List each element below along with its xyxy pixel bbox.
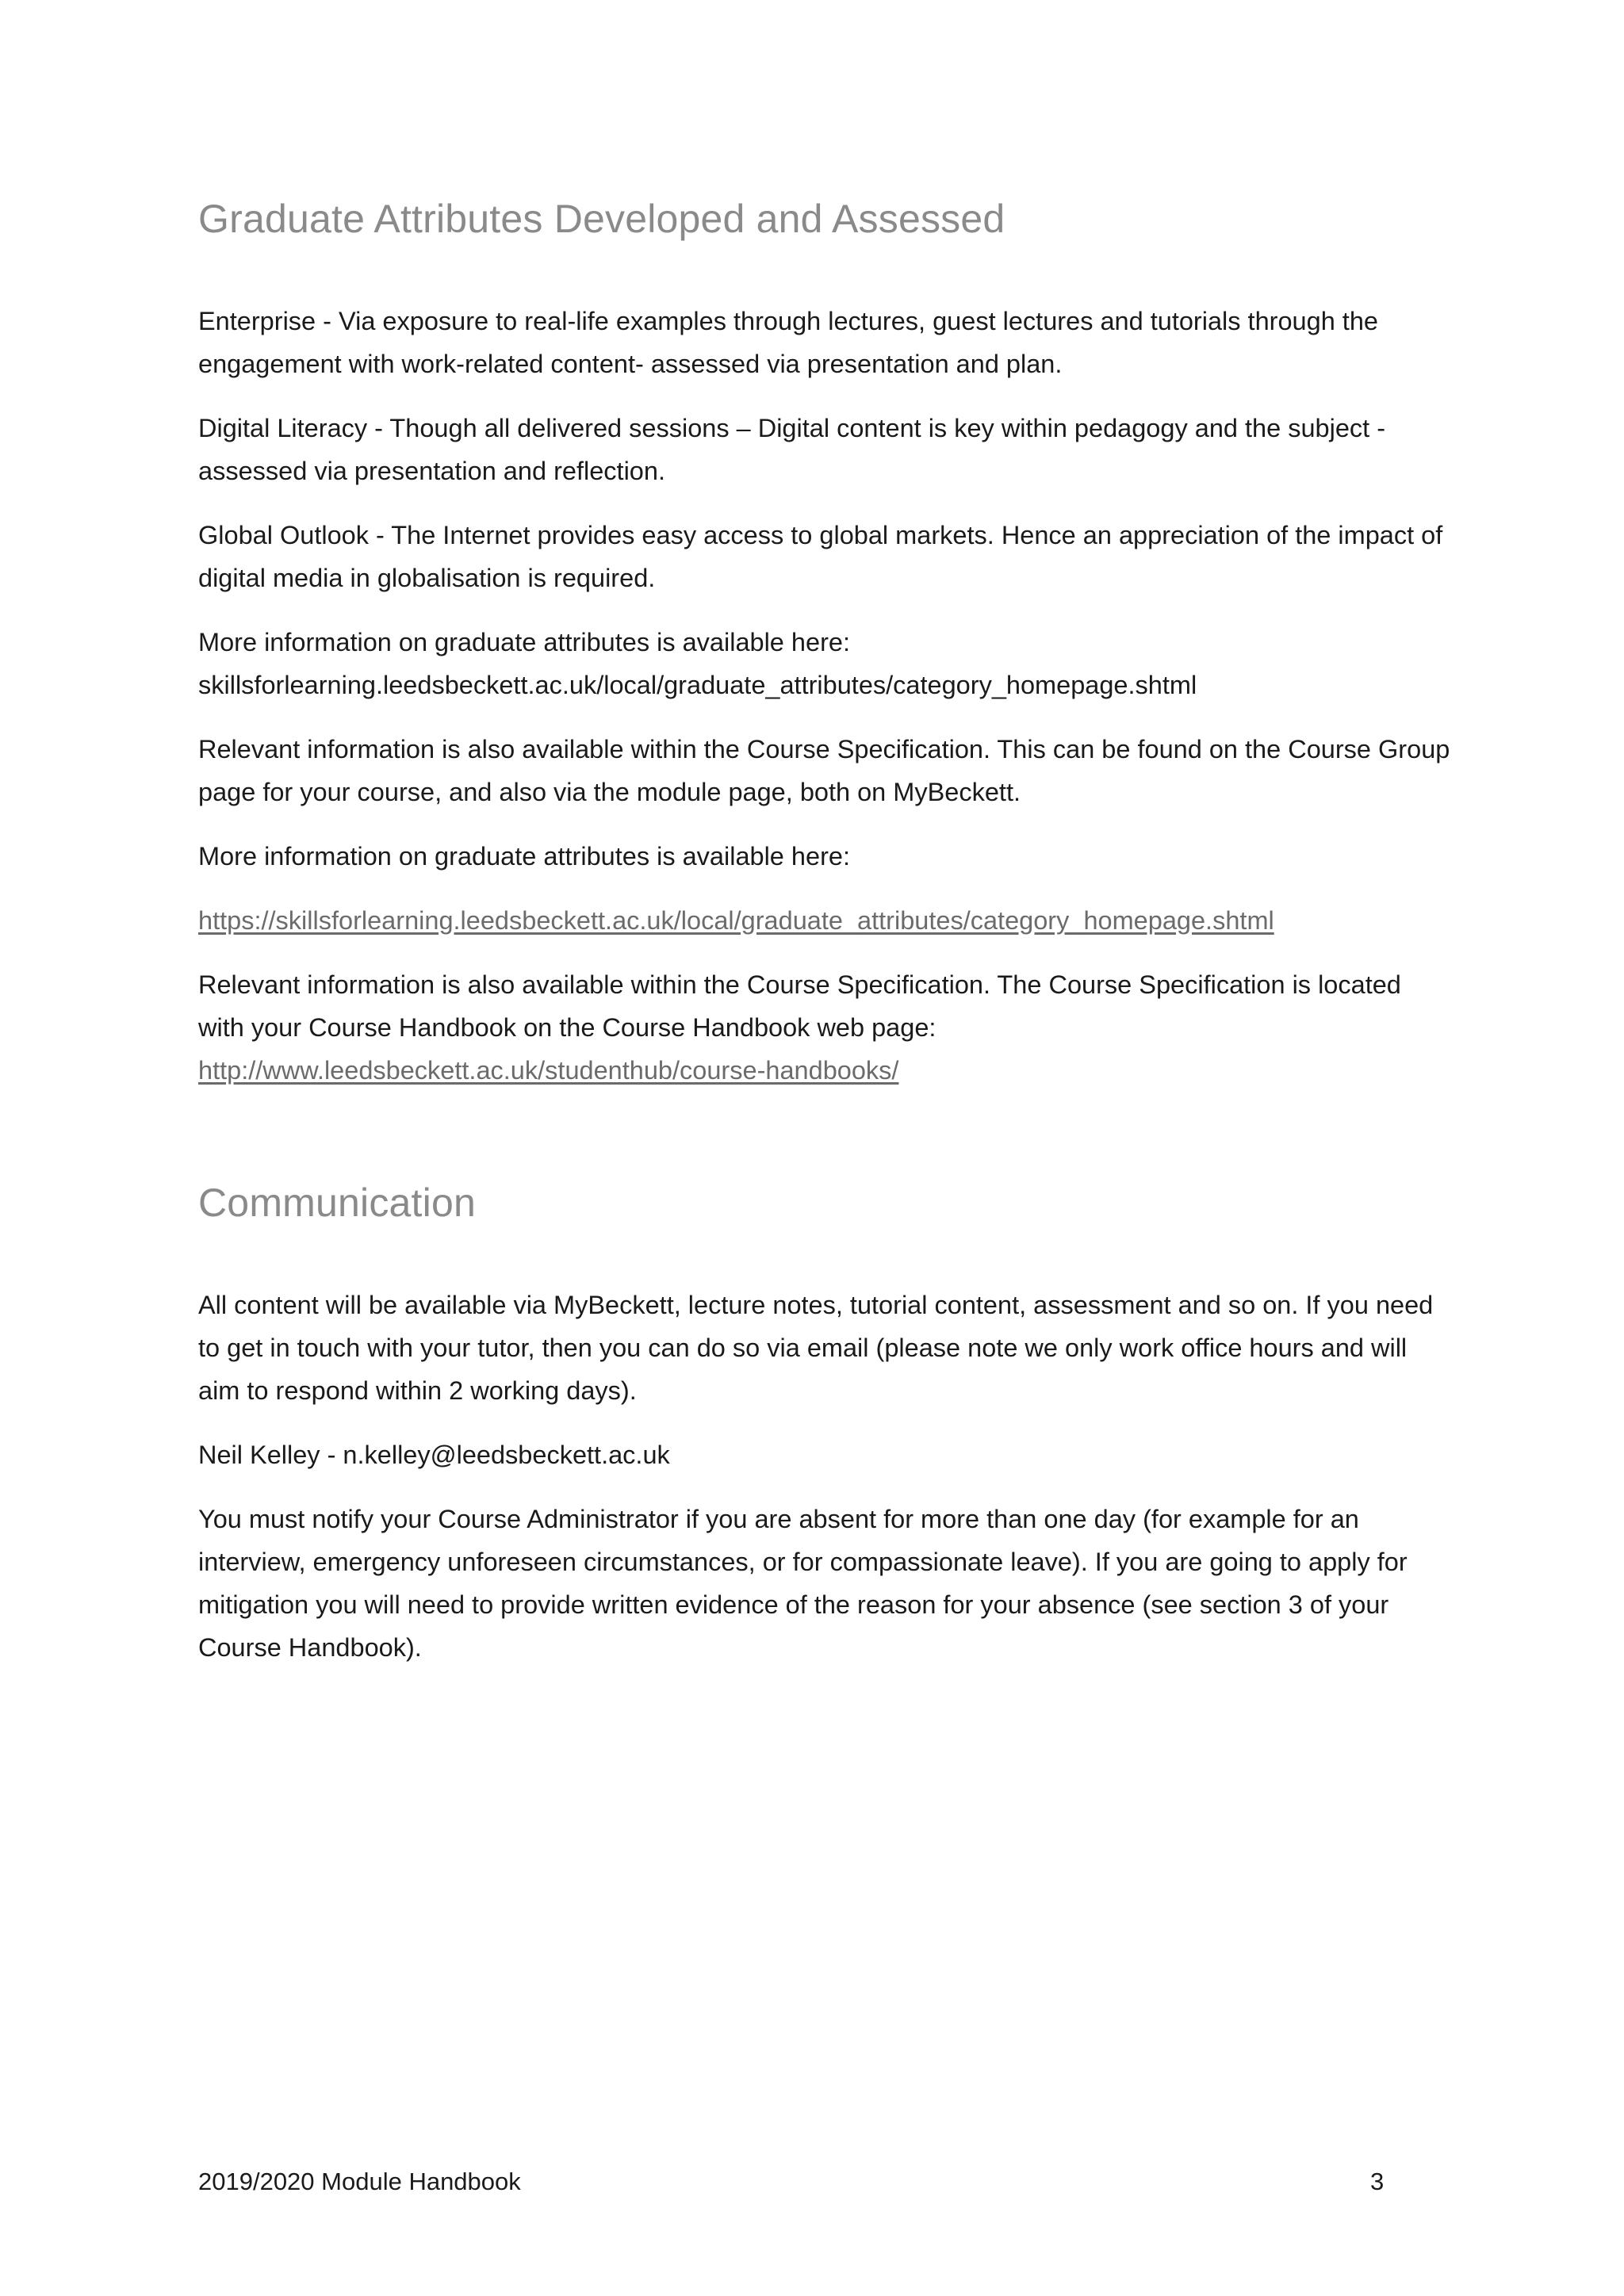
- enterprise-paragraph: Enterprise - Via exposure to real-life examples through lectures, guest lectures and tutorials through the engagement with work-related content- assessed via presentation and plan.: [198, 307, 1378, 378]
- global-outlook-paragraph: Global Outlook - The Internet provides easy access to global markets. Hence an appreciation of the impact of digital media in globalisation is required.: [198, 521, 1443, 592]
- more-info-paragraph-2: More information on graduate attributes is available here:: [198, 842, 850, 871]
- communication-heading: Communication: [198, 1181, 476, 1225]
- communication-content-paragraph: All content will be available via MyBeckett, lecture notes, tutorial content, assessment and so on. If you need to get in touch with your tutor, then you can do so via email (please note we only work office hours and will aim to respond within 2 working days).: [198, 1291, 1434, 1405]
- footer-title: 2019/2020 Module Handbook: [198, 2168, 521, 2195]
- tutor-contact-paragraph: Neil Kelley - n.kelley@leedsbeckett.ac.uk: [198, 1441, 670, 1469]
- relevant-info-paragraph-1: Relevant information is also available within the Course Specification. This can be found on the Course Group page for your course, and also via the module page, both on MyBeckett.: [198, 735, 1450, 806]
- graduate-attributes-heading: Graduate Attributes Developed and Assessed: [198, 197, 1005, 241]
- page-number: 3: [1370, 2168, 1385, 2195]
- digital-literacy-paragraph: Digital Literacy - Though all delivered sessions – Digital content is key within pedagogy and the subject - assessed via presentation and reflection.: [198, 414, 1386, 485]
- more-info-paragraph-1: [198, 621, 1451, 706]
- skills-for-learning-link[interactable]: https://skillsforlearning.leedsbeckett.ac.uk/local/graduate_attributes/category_homepage.shtml: [198, 906, 1274, 935]
- skills-link-paragraph: [198, 899, 1451, 942]
- page-content: [198, 195, 1451, 1690]
- absence-paragraph: You must notify your Course Administrator if you are absent for more than one day (for example for an interview, emergency unforeseen circumstances, or for compassionate leave). If you are going to apply for mitigation you will need to provide written evidence of the reason for your absence (see section 3 of your Course Handbook).: [198, 1505, 1408, 1662]
- more-info-url-text: skillsforlearning.leedsbeckett.ac.uk/local/graduate_attributes/category_homepage.shtml: [198, 671, 1197, 699]
- more-info-intro-text: More information on graduate attributes is available here:: [198, 628, 850, 656]
- relevant-info-paragraph-2: [198, 963, 1451, 1092]
- course-handbooks-link[interactable]: http://www.leedsbeckett.ac.uk/studenthub/course-handbooks/: [198, 1056, 899, 1085]
- relevant-info-2-text: Relevant information is also available within the Course Specification. The Course Specification is located with your Course Handbook on the Course Handbook web page:: [198, 970, 1401, 1042]
